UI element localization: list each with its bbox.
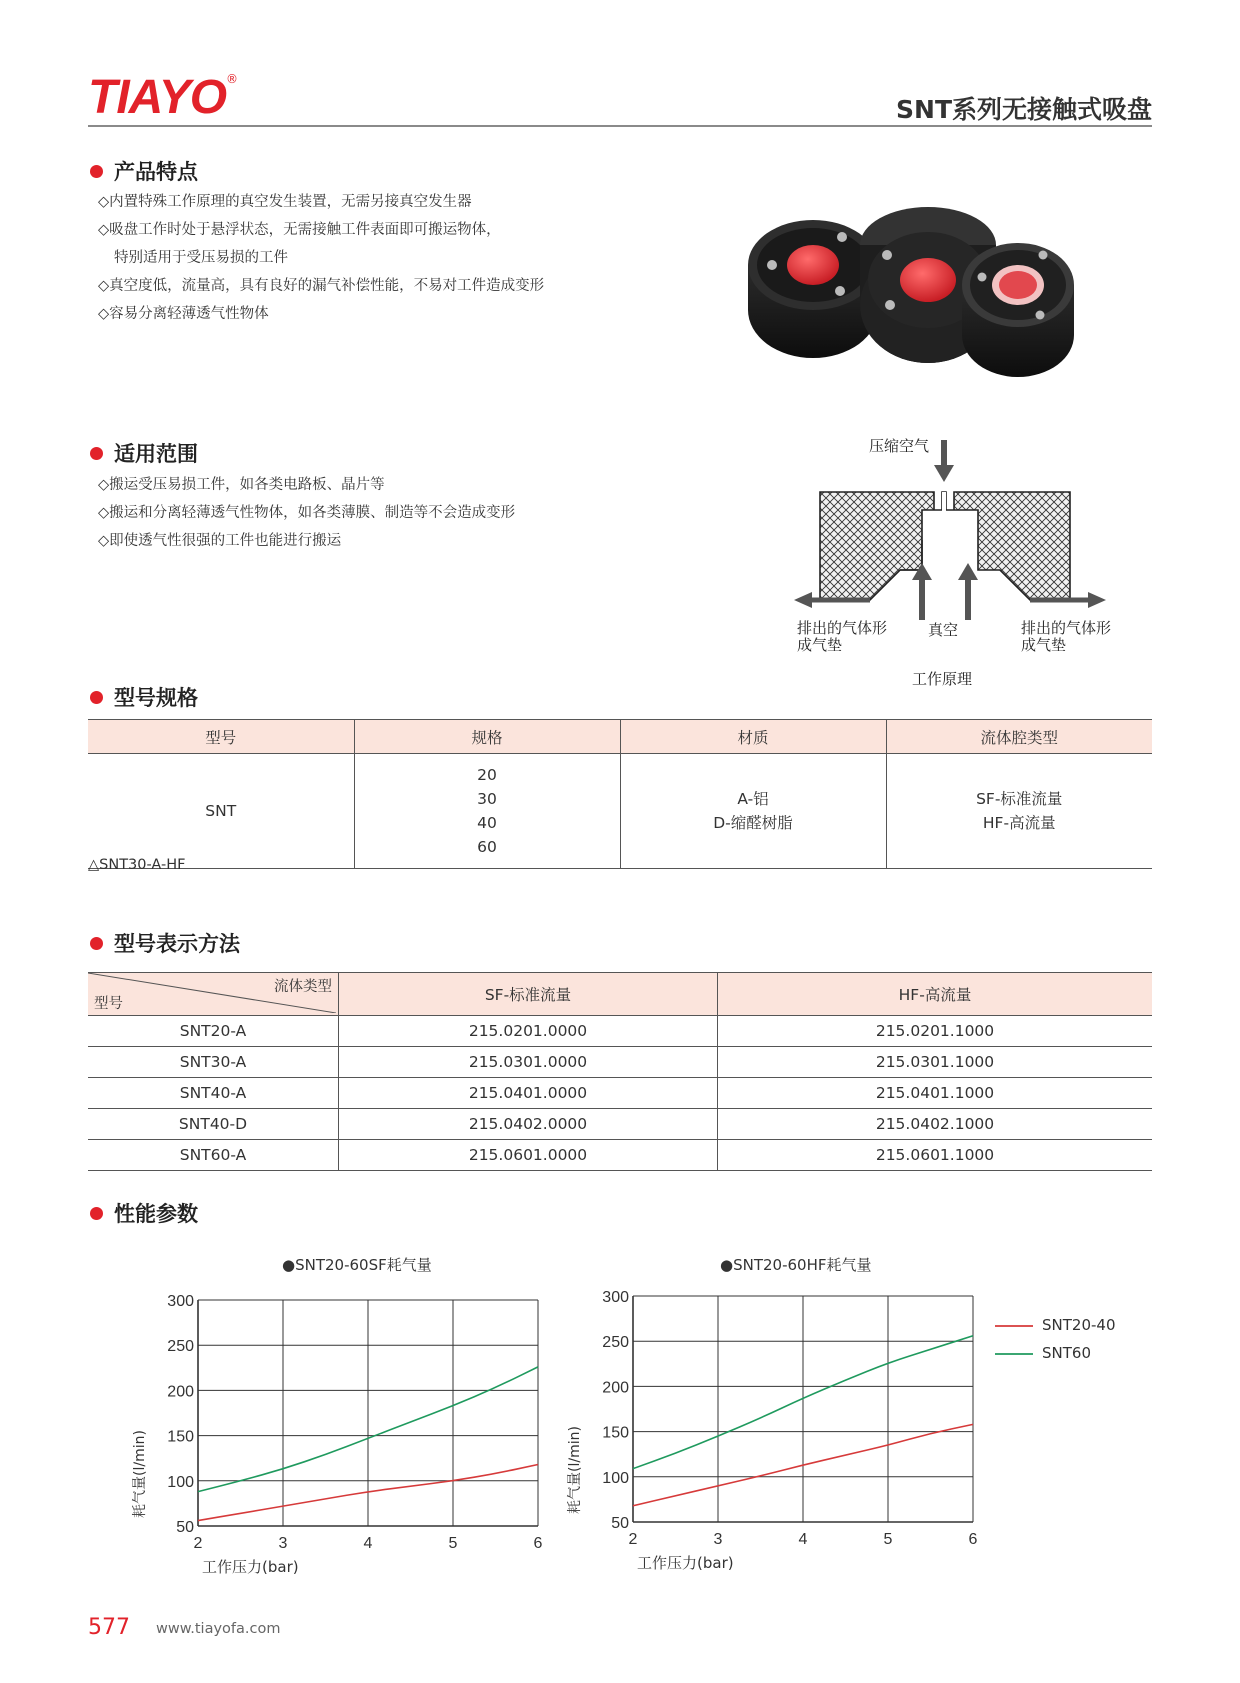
row-hf-code: 215.0401.1000 [718, 1078, 1153, 1109]
spec-header-material: 材质 [620, 720, 886, 754]
list-item: ◇即使透气性很强的工件也能进行搬运 [98, 533, 342, 549]
x-tick-label: 2 [193, 1535, 203, 1552]
spec-size: 40 [477, 814, 497, 832]
spec-model: SNT [88, 754, 354, 869]
y-axis-label: 耗气量(l/min) [132, 1430, 148, 1518]
chart-sf [130, 1285, 550, 1585]
y-tick-label: 300 [602, 1289, 629, 1306]
y-axis-label: 耗气量(l/min) [567, 1426, 583, 1514]
spec-materials [620, 754, 886, 869]
legend-snt20-40: SNT20-40 [1042, 1316, 1116, 1334]
y-tick-label: 50 [176, 1519, 194, 1536]
product-photo [740, 205, 1100, 385]
row-hf-code: 215.0601.1000 [718, 1140, 1153, 1171]
table-row [88, 1078, 1152, 1109]
x-tick-label: 3 [713, 1531, 723, 1548]
list-item: ◇吸盘工作时处于悬浮状态，无需接触工件表面即可搬运物体， [98, 222, 501, 238]
spec-header-size: 规格 [354, 720, 620, 754]
exhaust-right-label-2: 成气垫 [1021, 636, 1067, 654]
registered-mark: ® [226, 72, 238, 86]
y-tick-label: 200 [602, 1379, 629, 1397]
y-tick-label: 250 [602, 1334, 629, 1352]
row-model: SNT60-A [88, 1140, 339, 1171]
row-model: SNT40-D [88, 1109, 339, 1140]
row-hf-code: 215.0201.1000 [718, 1016, 1153, 1047]
performance-heading: 性能参数 [88, 1200, 198, 1228]
row-sf-code: 215.0301.0000 [339, 1047, 718, 1078]
row-hf-code: 215.0301.1000 [718, 1047, 1153, 1078]
list-item: 特别适用于受压易损的工件 [114, 250, 288, 266]
spec-header-flow: 流体腔类型 [886, 720, 1152, 754]
list-item: ◇内置特殊工作原理的真空发生装置，无需另接真空发生器 [98, 194, 472, 210]
list-item: ◇真空度低，流量高，具有良好的漏气补偿性能，不易对工件造成变形 [98, 278, 545, 294]
spec-size: 60 [477, 838, 497, 856]
spec-material: A-铝 [737, 790, 769, 808]
spec-material: D-缩醛树脂 [713, 814, 793, 832]
table-row [88, 1016, 1152, 1047]
table-row [88, 1047, 1152, 1078]
spec-size: 30 [477, 790, 497, 808]
exhaust-left-label: 排出的气体形 [797, 619, 888, 637]
table-row [88, 1109, 1152, 1140]
brand-logo: TIAYO [88, 71, 227, 124]
row-sf-code: 215.0201.0000 [339, 1016, 718, 1047]
y-tick-label: 100 [602, 1469, 629, 1487]
corner-flow-type: 流体类型 [274, 979, 332, 995]
page-number: 577 [88, 1615, 130, 1640]
x-axis-label: 工作压力(bar) [202, 1558, 299, 1576]
row-sf-code: 215.0601.0000 [339, 1140, 718, 1171]
ordering-table [88, 972, 1152, 1171]
y-tick-label: 100 [167, 1473, 194, 1491]
spec-flow-type: SF-标准流量 [976, 790, 1063, 808]
chart-hf [565, 1281, 985, 1581]
row-hf-code: 215.0402.1000 [718, 1109, 1153, 1140]
x-tick-label: 2 [628, 1531, 638, 1548]
ordering-heading: 型号表示方法 [88, 930, 240, 958]
row-model: SNT30-A [88, 1047, 339, 1078]
ordering-corner-header [88, 973, 339, 1016]
x-tick-label: 3 [278, 1535, 288, 1552]
vacuum-label: 真空 [928, 621, 959, 639]
x-tick-label: 6 [968, 1531, 978, 1548]
row-sf-code: 215.0402.0000 [339, 1109, 718, 1140]
x-tick-label: 5 [448, 1535, 458, 1552]
spec-sizes [354, 754, 620, 869]
features-heading: 产品特点 [88, 158, 198, 186]
y-tick-label: 300 [167, 1293, 194, 1310]
list-item: ◇搬运受压易损工件，如各类电路板、晶片等 [98, 477, 385, 493]
x-tick-label: 4 [798, 1531, 808, 1548]
diagram-caption: 工作原理 [912, 670, 973, 688]
legend-swatches [995, 1318, 1035, 1358]
spec-size: 20 [477, 766, 497, 784]
y-tick-label: 200 [167, 1383, 194, 1401]
row-model: SNT20-A [88, 1016, 339, 1047]
x-tick-label: 6 [533, 1535, 543, 1552]
y-tick-label: 250 [167, 1338, 194, 1356]
x-tick-label: 4 [363, 1535, 373, 1552]
legend-snt60: SNT60 [1042, 1344, 1091, 1362]
spec-header-model: 型号 [88, 720, 354, 754]
exhaust-right-label: 排出的气体形 [1021, 619, 1112, 637]
x-tick-label: 5 [883, 1531, 893, 1548]
chart-hf-title: ●SNT20-60HF耗气量 [720, 1256, 872, 1274]
list-item: ◇容易分离轻薄透气性物体 [98, 306, 269, 322]
y-tick-label: 50 [611, 1515, 629, 1532]
table-row [88, 1140, 1152, 1171]
ordering-header-hf: HF-高流量 [718, 973, 1153, 1016]
website-url: www.tiayofa.com [156, 1621, 281, 1637]
compressed-air-label: 压缩空气 [869, 437, 930, 455]
row-sf-code: 215.0401.0000 [339, 1078, 718, 1109]
ordering-header-sf: SF-标准流量 [339, 973, 718, 1016]
scope-heading: 适用范围 [88, 440, 198, 468]
spec-heading: 型号规格 [88, 684, 198, 712]
list-item: ◇搬运和分离轻薄透气性物体，如各类薄膜、制造等不会造成变形 [98, 505, 516, 521]
chart-sf-title: ●SNT20-60SF耗气量 [282, 1256, 432, 1274]
spec-table [88, 719, 1152, 869]
scope-list [98, 471, 515, 555]
spec-example-note: △SNT30-A-HF [88, 857, 186, 873]
x-axis-label: 工作压力(bar) [637, 1554, 734, 1572]
row-model: SNT40-A [88, 1078, 339, 1109]
spec-flow-type: HF-高流量 [982, 814, 1056, 832]
corner-model: 型号 [94, 996, 123, 1012]
y-tick-label: 150 [167, 1428, 194, 1446]
document-title: SNT系列无接触式吸盘 [896, 95, 1152, 124]
spec-flow-types [886, 754, 1152, 869]
header-divider [88, 125, 1152, 127]
y-tick-label: 150 [602, 1424, 629, 1442]
exhaust-left-label-2: 成气垫 [797, 636, 843, 654]
features-list [98, 188, 544, 328]
